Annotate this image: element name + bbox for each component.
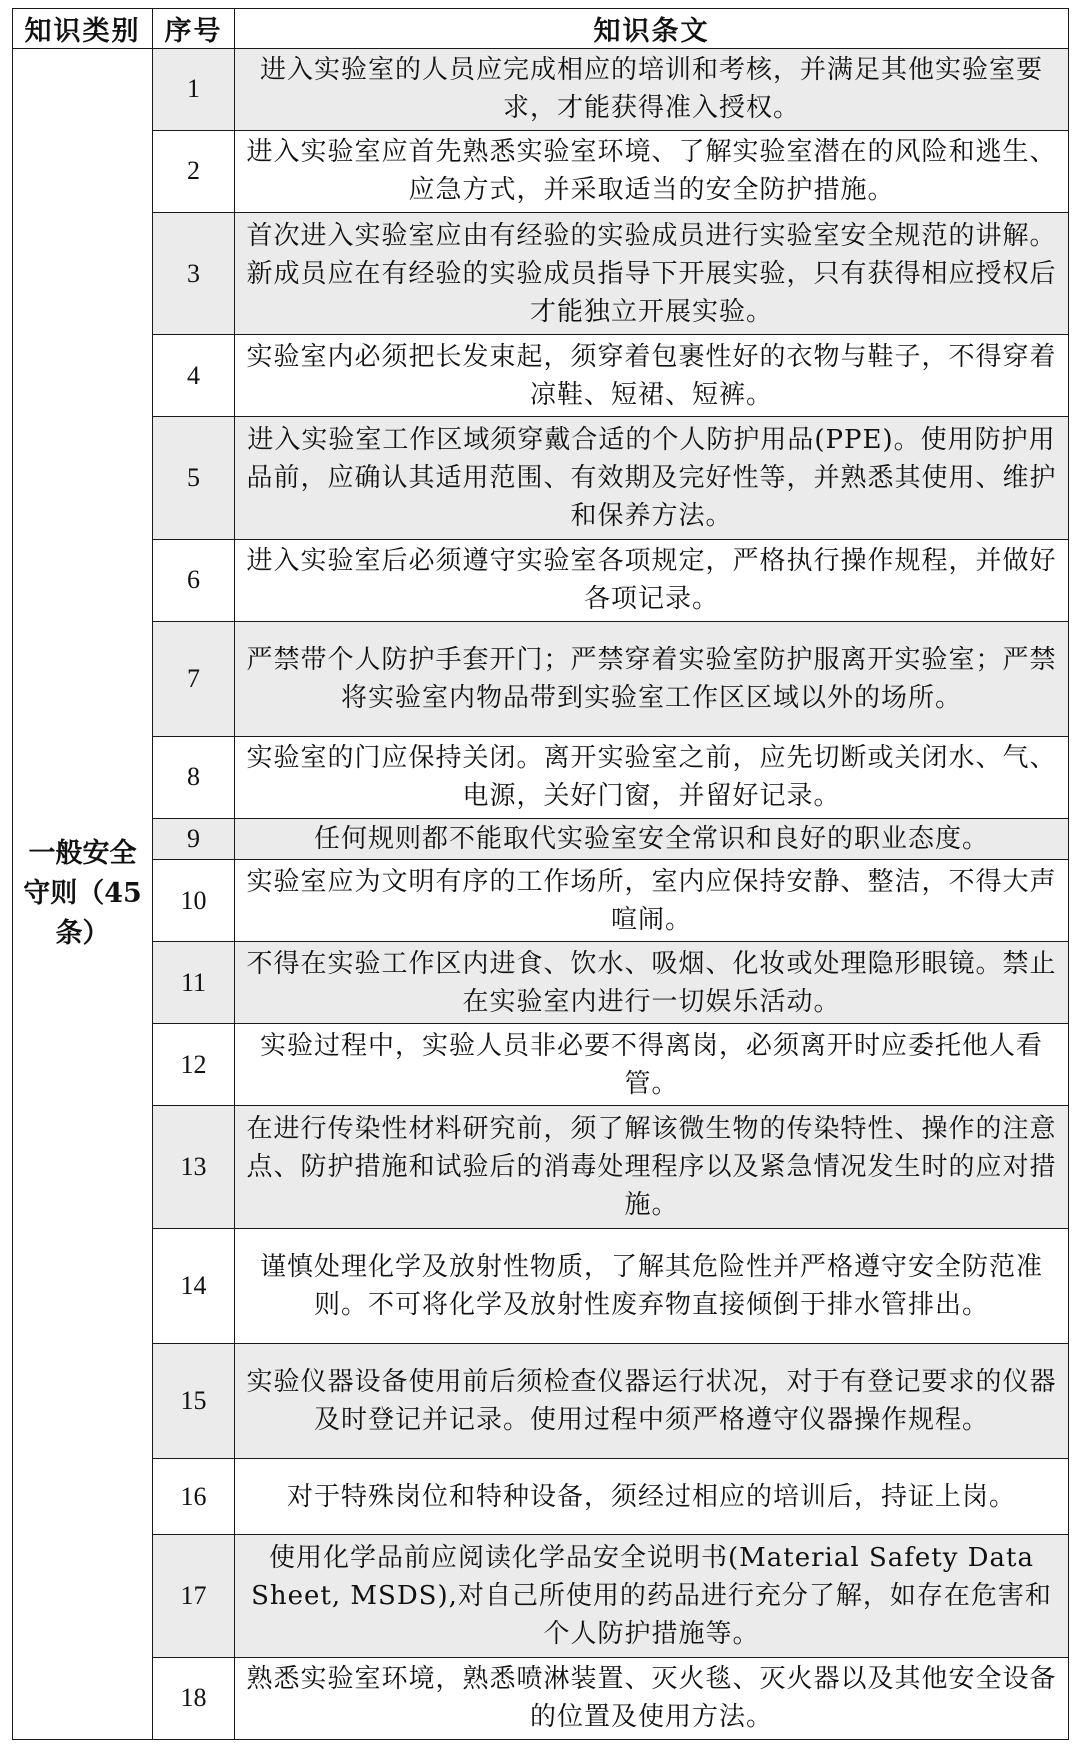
row-number: 16 — [153, 1458, 235, 1535]
table-row — [13, 1228, 1069, 1343]
row-number: 6 — [153, 539, 235, 621]
table-row — [13, 942, 1069, 1024]
table-row — [13, 335, 1069, 417]
header-number: 序号 — [153, 9, 235, 49]
row-number: 12 — [153, 1024, 235, 1106]
row-number: 5 — [153, 417, 235, 539]
header-category: 知识类别 — [13, 9, 153, 49]
row-text: 严禁带个人防护手套开门；严禁穿着实验室防护服离开实验室；严禁将实验室内物品带到实验室工作区区域以外的场所。 — [235, 621, 1069, 736]
row-text: 进入实验室后必须遵守实验室各项规定，严格执行操作规程，并做好各项记录。 — [235, 539, 1069, 621]
table-row — [13, 1343, 1069, 1458]
row-number: 13 — [153, 1106, 235, 1228]
table-row — [13, 130, 1069, 212]
row-number: 17 — [153, 1535, 235, 1657]
table-row — [13, 539, 1069, 621]
row-number: 9 — [153, 818, 235, 860]
table-row — [13, 818, 1069, 860]
row-text: 首次进入实验室应由有经验的实验成员进行实验室安全规范的讲解。新成员应在有经验的实验成员指导下开展实验，只有获得相应授权后才能独立开展实验。 — [235, 212, 1069, 334]
row-text: 进入实验室工作区域须穿戴合适的个人防护用品(PPE)。使用防护用品前，应确认其适用范围、有效期及完好性等，并熟悉其使用、维护和保养方法。 — [235, 417, 1069, 539]
category-cell: 一般安全守则（45条） — [13, 49, 153, 1740]
safety-rules-table — [12, 8, 1069, 1740]
table-row — [13, 1024, 1069, 1106]
table-row — [13, 1458, 1069, 1535]
table-row — [13, 417, 1069, 539]
row-number: 10 — [153, 860, 235, 942]
row-number: 3 — [153, 212, 235, 334]
header-row — [13, 9, 1069, 49]
table-row — [13, 860, 1069, 942]
table-row — [13, 1106, 1069, 1228]
row-text: 实验过程中，实验人员非必要不得离岗，必须离开时应委托他人看管。 — [235, 1024, 1069, 1106]
row-text: 使用化学品前应阅读化学品安全说明书(Material Safety Data Sheet, MSDS),对自己所使用的药品进行充分了解，如存在危害和个人防护措施等。 — [235, 1535, 1069, 1657]
row-text: 进入实验室的人员应完成相应的培训和考核，并满足其他实验室要求，才能获得准入授权。 — [235, 49, 1069, 131]
table-row — [13, 621, 1069, 736]
row-text: 谨慎处理化学及放射性物质，了解其危险性并严格遵守安全防范准则。不可将化学及放射性废弃物直接倾倒于排水管排出。 — [235, 1228, 1069, 1343]
table-row — [13, 212, 1069, 334]
row-number: 4 — [153, 335, 235, 417]
row-text: 在进行传染性材料研究前，须了解该微生物的传染特性、操作的注意点、防护措施和试验后的消毒处理程序以及紧急情况发生时的应对措施。 — [235, 1106, 1069, 1228]
header-content: 知识条文 — [235, 9, 1069, 49]
row-text: 实验室应为文明有序的工作场所，室内应保持安静、整洁，不得大声喧闹。 — [235, 860, 1069, 942]
row-number: 1 — [153, 49, 235, 131]
row-text: 实验室的门应保持关闭。离开实验室之前，应先切断或关闭水、气、电源，关好门窗，并留好记录。 — [235, 736, 1069, 818]
row-text: 实验仪器设备使用前后须检查仪器运行状况，对于有登记要求的仪器及时登记并记录。使用过程中须严格遵守仪器操作规程。 — [235, 1343, 1069, 1458]
row-text: 熟悉实验室环境，熟悉喷淋装置、灭火毯、灭火器以及其他安全设备的位置及使用方法。 — [235, 1657, 1069, 1739]
row-text: 任何规则都不能取代实验室安全常识和良好的职业态度。 — [235, 818, 1069, 860]
row-number: 7 — [153, 621, 235, 736]
row-number: 14 — [153, 1228, 235, 1343]
row-number: 18 — [153, 1657, 235, 1739]
row-text: 对于特殊岗位和特种设备，须经过相应的培训后，持证上岗。 — [235, 1458, 1069, 1535]
table-row — [13, 736, 1069, 818]
row-number: 8 — [153, 736, 235, 818]
row-text: 实验室内必须把长发束起，须穿着包裹性好的衣物与鞋子，不得穿着凉鞋、短裙、短裤。 — [235, 335, 1069, 417]
table-row — [13, 1535, 1069, 1657]
row-number: 11 — [153, 942, 235, 1024]
row-text: 不得在实验工作区内进食、饮水、吸烟、化妆或处理隐形眼镜。禁止在实验室内进行一切娱乐活动。 — [235, 942, 1069, 1024]
table-row — [13, 1657, 1069, 1739]
row-number: 15 — [153, 1343, 235, 1458]
table-row — [13, 49, 1069, 131]
row-number: 2 — [153, 130, 235, 212]
row-text: 进入实验室应首先熟悉实验室环境、了解实验室潜在的风险和逃生、应急方式，并采取适当的安全防护措施。 — [235, 130, 1069, 212]
